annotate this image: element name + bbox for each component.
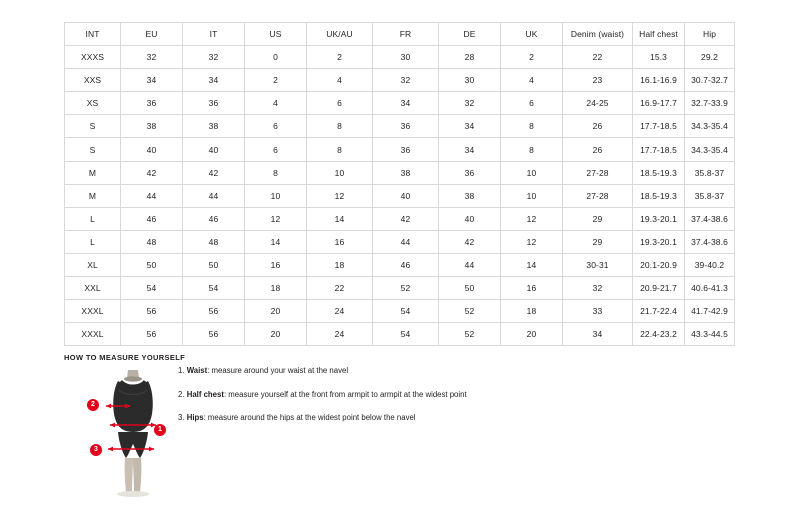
- cell-half-chest: 17.7-18.5: [633, 115, 685, 138]
- measure-item-number: 3.: [178, 413, 185, 423]
- cell-int: L: [65, 207, 121, 230]
- cell-half-chest: 16.9-17.7: [633, 92, 685, 115]
- cell-denim: 26: [563, 138, 633, 161]
- cell-int: M: [65, 161, 121, 184]
- cell-eu: 42: [121, 161, 183, 184]
- column-header-it: IT: [183, 23, 245, 46]
- table-row: [65, 230, 735, 253]
- cell-half-chest: 21.7-22.4: [633, 300, 685, 323]
- cell-fr: 36: [373, 138, 439, 161]
- cell-hip: 40.6-41.3: [685, 277, 735, 300]
- cell-int: XXXL: [65, 300, 121, 323]
- cell-uk-au: 10: [307, 161, 373, 184]
- cell-de: 36: [439, 161, 501, 184]
- cell-uk: 6: [501, 92, 563, 115]
- cell-fr: 54: [373, 323, 439, 346]
- cell-hip: 34.3-35.4: [685, 138, 735, 161]
- cell-eu: 40: [121, 138, 183, 161]
- cell-fr: 42: [373, 207, 439, 230]
- cell-us: 20: [245, 323, 307, 346]
- column-header-denim-waist: Denim (waist): [563, 23, 633, 46]
- table-row: [65, 115, 735, 138]
- cell-denim: 33: [563, 300, 633, 323]
- table-header-row: [65, 23, 735, 46]
- cell-eu: 56: [121, 323, 183, 346]
- cell-uk: 8: [501, 115, 563, 138]
- cell-half-chest: 20.1-20.9: [633, 253, 685, 276]
- cell-denim: 29: [563, 230, 633, 253]
- column-header-int: INT: [65, 23, 121, 46]
- column-header-fr: FR: [373, 23, 439, 46]
- cell-eu: 34: [121, 69, 183, 92]
- column-header-eu: EU: [121, 23, 183, 46]
- cell-de: 44: [439, 253, 501, 276]
- cell-fr: 40: [373, 184, 439, 207]
- cell-uk: 10: [501, 184, 563, 207]
- cell-denim: 27-28: [563, 161, 633, 184]
- cell-us: 16: [245, 253, 307, 276]
- cell-half-chest: 19.3-20.1: [633, 230, 685, 253]
- cell-uk-au: 12: [307, 184, 373, 207]
- figure-badge-waist: 1: [154, 424, 166, 436]
- cell-denim: 30-31: [563, 253, 633, 276]
- cell-it: 46: [183, 207, 245, 230]
- cell-de: 52: [439, 300, 501, 323]
- cell-us: 6: [245, 138, 307, 161]
- measurement-figure: [88, 368, 178, 498]
- how-to-measure-title: HOW TO MEASURE YOURSELF: [64, 353, 186, 362]
- cell-fr: 54: [373, 300, 439, 323]
- cell-hip: 39-40.2: [685, 253, 735, 276]
- cell-half-chest: 16.1-16.9: [633, 69, 685, 92]
- cell-de: 52: [439, 323, 501, 346]
- table-row: [65, 69, 735, 92]
- cell-de: 32: [439, 92, 501, 115]
- cell-half-chest: 15.3: [633, 46, 685, 69]
- cell-fr: 36: [373, 115, 439, 138]
- cell-int: XXL: [65, 277, 121, 300]
- cell-hip: 34.3-35.4: [685, 115, 735, 138]
- measure-item-text: : measure around the hips at the widest point below the navel: [203, 413, 416, 423]
- cell-int: S: [65, 115, 121, 138]
- cell-de: 30: [439, 69, 501, 92]
- table-row: [65, 300, 735, 323]
- size-conversion-table: [64, 22, 735, 346]
- cell-uk: 8: [501, 138, 563, 161]
- cell-it: 48: [183, 230, 245, 253]
- table-row: [65, 253, 735, 276]
- cell-it: 36: [183, 92, 245, 115]
- table-row: [65, 277, 735, 300]
- cell-uk-au: 4: [307, 69, 373, 92]
- cell-uk: 2: [501, 46, 563, 69]
- size-conversion-table-wrapper: [64, 22, 734, 346]
- column-header-us: US: [245, 23, 307, 46]
- cell-eu: 50: [121, 253, 183, 276]
- cell-fr: 44: [373, 230, 439, 253]
- cell-hip: 35.8-37: [685, 184, 735, 207]
- table-row: [65, 323, 735, 346]
- cell-uk: 4: [501, 69, 563, 92]
- cell-us: 14: [245, 230, 307, 253]
- cell-eu: 36: [121, 92, 183, 115]
- cell-uk-au: 6: [307, 92, 373, 115]
- column-header-hip: Hip: [685, 23, 735, 46]
- cell-uk-au: 24: [307, 323, 373, 346]
- measure-item-text: : measure around your waist at the navel: [207, 366, 349, 375]
- cell-denim: 27-28: [563, 184, 633, 207]
- cell-eu: 56: [121, 300, 183, 323]
- cell-denim: 29: [563, 207, 633, 230]
- table-row: [65, 184, 735, 207]
- cell-us: 0: [245, 46, 307, 69]
- measure-item-term: Half chest: [186, 389, 224, 399]
- cell-hip: 35.8-37: [685, 161, 735, 184]
- cell-uk-au: 16: [307, 230, 373, 253]
- cell-int: XL: [65, 253, 121, 276]
- cell-uk-au: 24: [307, 300, 373, 323]
- cell-hip: 43.3-44.5: [685, 323, 735, 346]
- cell-eu: 46: [121, 207, 183, 230]
- cell-hip: 30.7-32.7: [685, 69, 735, 92]
- cell-it: 38: [183, 115, 245, 138]
- cell-half-chest: 20.9-21.7: [633, 277, 685, 300]
- cell-uk-au: 18: [307, 253, 373, 276]
- cell-half-chest: 19.3-20.1: [633, 207, 685, 230]
- cell-us: 4: [245, 92, 307, 115]
- cell-de: 50: [439, 277, 501, 300]
- cell-half-chest: 18.5-19.3: [633, 161, 685, 184]
- measure-item-number: 1.: [178, 366, 185, 375]
- cell-de: 38: [439, 184, 501, 207]
- cell-int: M: [65, 184, 121, 207]
- cell-uk: 12: [501, 207, 563, 230]
- cell-us: 6: [245, 115, 307, 138]
- cell-half-chest: 22.4-23.2: [633, 323, 685, 346]
- column-header-half-chest: Half chest: [633, 23, 685, 46]
- cell-it: 50: [183, 253, 245, 276]
- cell-uk: 18: [501, 300, 563, 323]
- cell-de: 34: [439, 138, 501, 161]
- table-body: [65, 46, 735, 346]
- measure-item-number: 2.: [178, 389, 185, 399]
- cell-us: 2: [245, 69, 307, 92]
- cell-int: XXS: [65, 69, 121, 92]
- cell-fr: 30: [373, 46, 439, 69]
- cell-it: 54: [183, 277, 245, 300]
- table-row: [65, 46, 735, 69]
- cell-it: 40: [183, 138, 245, 161]
- cell-us: 12: [245, 207, 307, 230]
- cell-uk: 20: [501, 323, 563, 346]
- cell-half-chest: 18.5-19.3: [633, 184, 685, 207]
- cell-hip: 37.4-38.6: [685, 230, 735, 253]
- table-row: [65, 92, 735, 115]
- cell-uk: 10: [501, 161, 563, 184]
- table-row: [65, 161, 735, 184]
- cell-de: 28: [439, 46, 501, 69]
- cell-denim: 23: [563, 69, 633, 92]
- how-to-measure-list: [178, 366, 608, 437]
- cell-uk-au: 8: [307, 115, 373, 138]
- measure-item-hips: [178, 413, 608, 424]
- cell-eu: 38: [121, 115, 183, 138]
- cell-denim: 26: [563, 115, 633, 138]
- cell-denim: 32: [563, 277, 633, 300]
- cell-eu: 32: [121, 46, 183, 69]
- column-header-uk: UK: [501, 23, 563, 46]
- cell-uk-au: 22: [307, 277, 373, 300]
- cell-it: 32: [183, 46, 245, 69]
- cell-int: L: [65, 230, 121, 253]
- cell-it: 34: [183, 69, 245, 92]
- table-header: [65, 23, 735, 46]
- cell-denim: 22: [563, 46, 633, 69]
- cell-uk-au: 2: [307, 46, 373, 69]
- cell-fr: 38: [373, 161, 439, 184]
- figure-badge-hips: 3: [90, 444, 102, 456]
- column-header-uk-au: UK/AU: [307, 23, 373, 46]
- cell-uk: 12: [501, 230, 563, 253]
- cell-uk: 14: [501, 253, 563, 276]
- cell-fr: 34: [373, 92, 439, 115]
- cell-us: 10: [245, 184, 307, 207]
- cell-hip: 32.7-33.9: [685, 92, 735, 115]
- cell-us: 18: [245, 277, 307, 300]
- table-row: [65, 207, 735, 230]
- cell-hip: 37.4-38.6: [685, 207, 735, 230]
- cell-int: XXXS: [65, 46, 121, 69]
- cell-it: 44: [183, 184, 245, 207]
- cell-half-chest: 17.7-18.5: [633, 138, 685, 161]
- measure-item-term: Hips: [186, 413, 204, 423]
- measure-item-waist: [178, 366, 608, 377]
- cell-de: 40: [439, 207, 501, 230]
- cell-de: 42: [439, 230, 501, 253]
- measure-item-text: : measure yourself at the front from armpit to armpit at the widest point: [223, 389, 467, 399]
- cell-de: 34: [439, 115, 501, 138]
- cell-eu: 44: [121, 184, 183, 207]
- figure-badge-half-chest: 2: [87, 399, 99, 411]
- cell-uk: 16: [501, 277, 563, 300]
- cell-hip: 29.2: [685, 46, 735, 69]
- cell-it: 56: [183, 300, 245, 323]
- cell-it: 42: [183, 161, 245, 184]
- cell-uk-au: 8: [307, 138, 373, 161]
- cell-us: 8: [245, 161, 307, 184]
- cell-eu: 48: [121, 230, 183, 253]
- cell-hip: 41.7-42.9: [685, 300, 735, 323]
- cell-eu: 54: [121, 277, 183, 300]
- cell-it: 56: [183, 323, 245, 346]
- table-row: [65, 138, 735, 161]
- column-header-de: DE: [439, 23, 501, 46]
- cell-fr: 46: [373, 253, 439, 276]
- cell-int: S: [65, 138, 121, 161]
- cell-denim: 24-25: [563, 92, 633, 115]
- cell-us: 20: [245, 300, 307, 323]
- cell-int: XXXL: [65, 323, 121, 346]
- measure-item-half-chest: [178, 390, 608, 401]
- cell-fr: 32: [373, 69, 439, 92]
- cell-uk-au: 14: [307, 207, 373, 230]
- cell-denim: 34: [563, 323, 633, 346]
- cell-fr: 52: [373, 277, 439, 300]
- cell-int: XS: [65, 92, 121, 115]
- measure-item-term: Waist: [186, 366, 208, 375]
